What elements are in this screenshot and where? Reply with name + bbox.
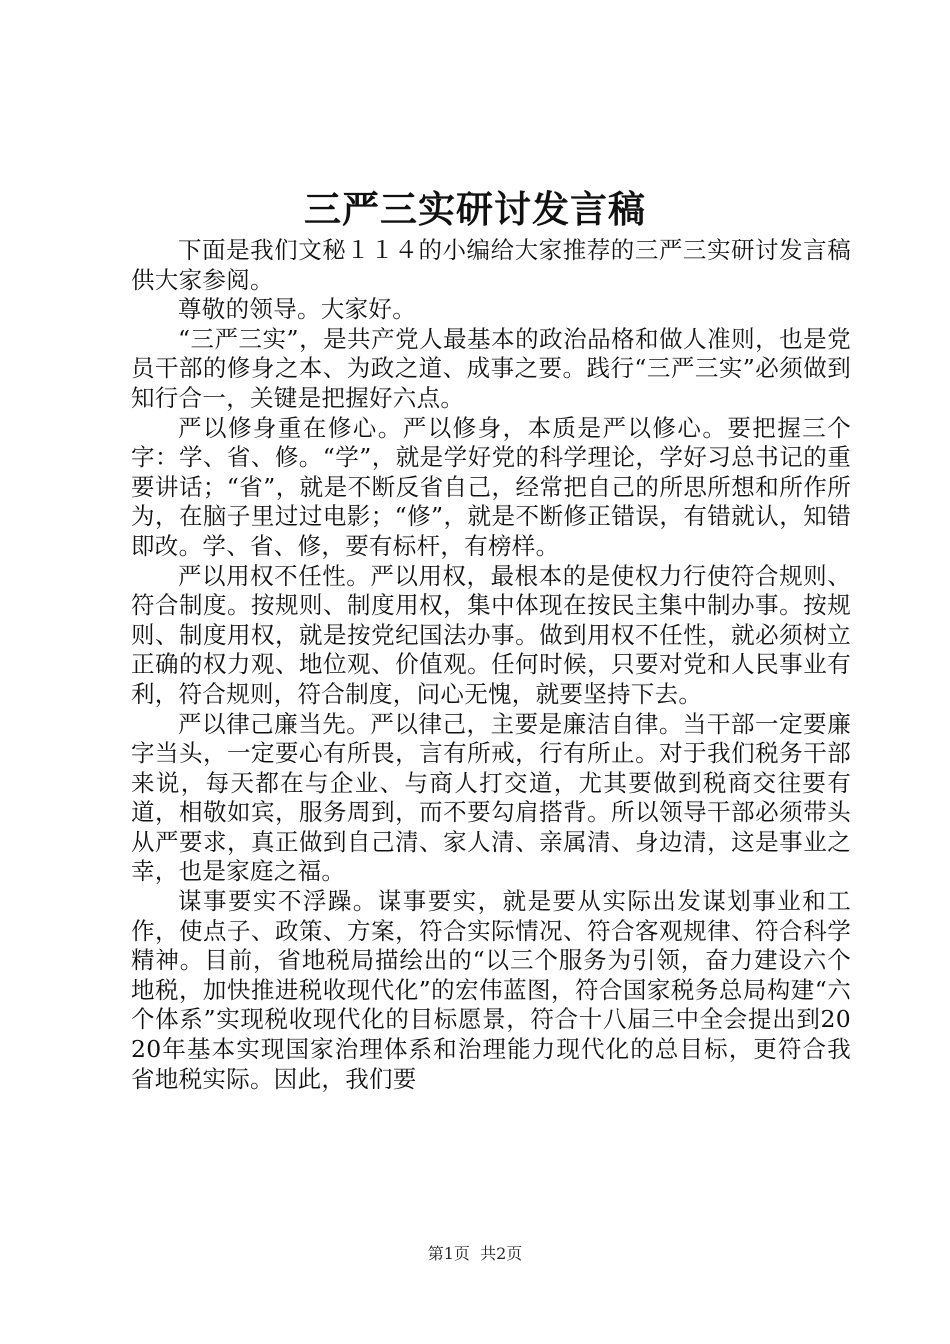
paragraph-use-of-power: 严以用权不任性。严以用权，最根本的是使权力行使符合规则、符合制度。按规则、制度用权，集中体现在按民主集中制办事。按规则、制度用权，就是按党纪国法办事。做到用权不任性，就必须树立正确的权力观、地位观、价值观。任何时候，只要对党和人民事业有利，符合规则，符合制度，问心无愧，就要坚持下去。	[131, 561, 851, 708]
paragraph-greeting: 尊敬的领导。大家好。	[178, 295, 416, 324]
paragraph-practical-planning: 谋事要实不浮躁。谋事要实，就是要从实际出发谋划事业和工作，使点子、政策、方案，符合实际情况、符合客观规律、符合科学精神。目前，省地税局描绘出的“以三个服务为引领，奋力建设六个地税，加快推进税收现代化”的宏伟蓝图，符合国家税务总局构建“六个体系”实现税收现代化的目标愿景，符合十八届三中全会提出到2020年基本实现国家治理体系和治理能力现代化的总目标，更符合我省地税实际。因此，我们要	[131, 887, 851, 1093]
paragraph-self-cultivation: 严以修身重在修心。严以修身，本质是严以修心。要把握三个字：学、省、修。“学”，就是学好党的科学理论，学好习总书记的重要讲话；“省”，就是不断反省自己，经常把自己的所思所想和所作所为，在脑子里过过电影；“修”，就是不断修正错误，有错就认，知错即改。学、省、修，要有标杆，有榜样。	[131, 413, 851, 560]
document-title: 三严三实研讨发言稿	[304, 187, 646, 231]
paragraph-self-discipline: 严以律己廉当先。严以律己，主要是廉洁自律。当干部一定要廉字当头，一定要心有所畏，言有所戒，行有所止。对于我们税务干部来说，每天都在与企业、与商人打交道，尤其要做到税商交往要有道，相敬如宾，服务周到，而不要勾肩搭背。所以领导干部必须带头从严要求，真正做到自己清、家人清、亲属清、身边清，这是事业之幸，也是家庭之福。	[131, 709, 851, 886]
paragraph-three-stricts: “三严三实”，是共产党人最基本的政治品格和做人准则，也是党员干部的修身之本、为政之道、成事之要。践行“三严三实”必须做到知行合一，关键是把握好六点。	[131, 324, 851, 412]
paragraph-intro: 下面是我们文秘１１４的小编给大家推荐的三严三实研讨发言稿供大家参阅。	[131, 236, 851, 294]
page-footer	[0, 1244, 950, 1264]
page-number-current: 第1页	[427, 1244, 470, 1263]
footer-separator	[470, 1244, 480, 1263]
document-body	[131, 236, 851, 1094]
page-number-total: 共2页	[480, 1244, 523, 1263]
